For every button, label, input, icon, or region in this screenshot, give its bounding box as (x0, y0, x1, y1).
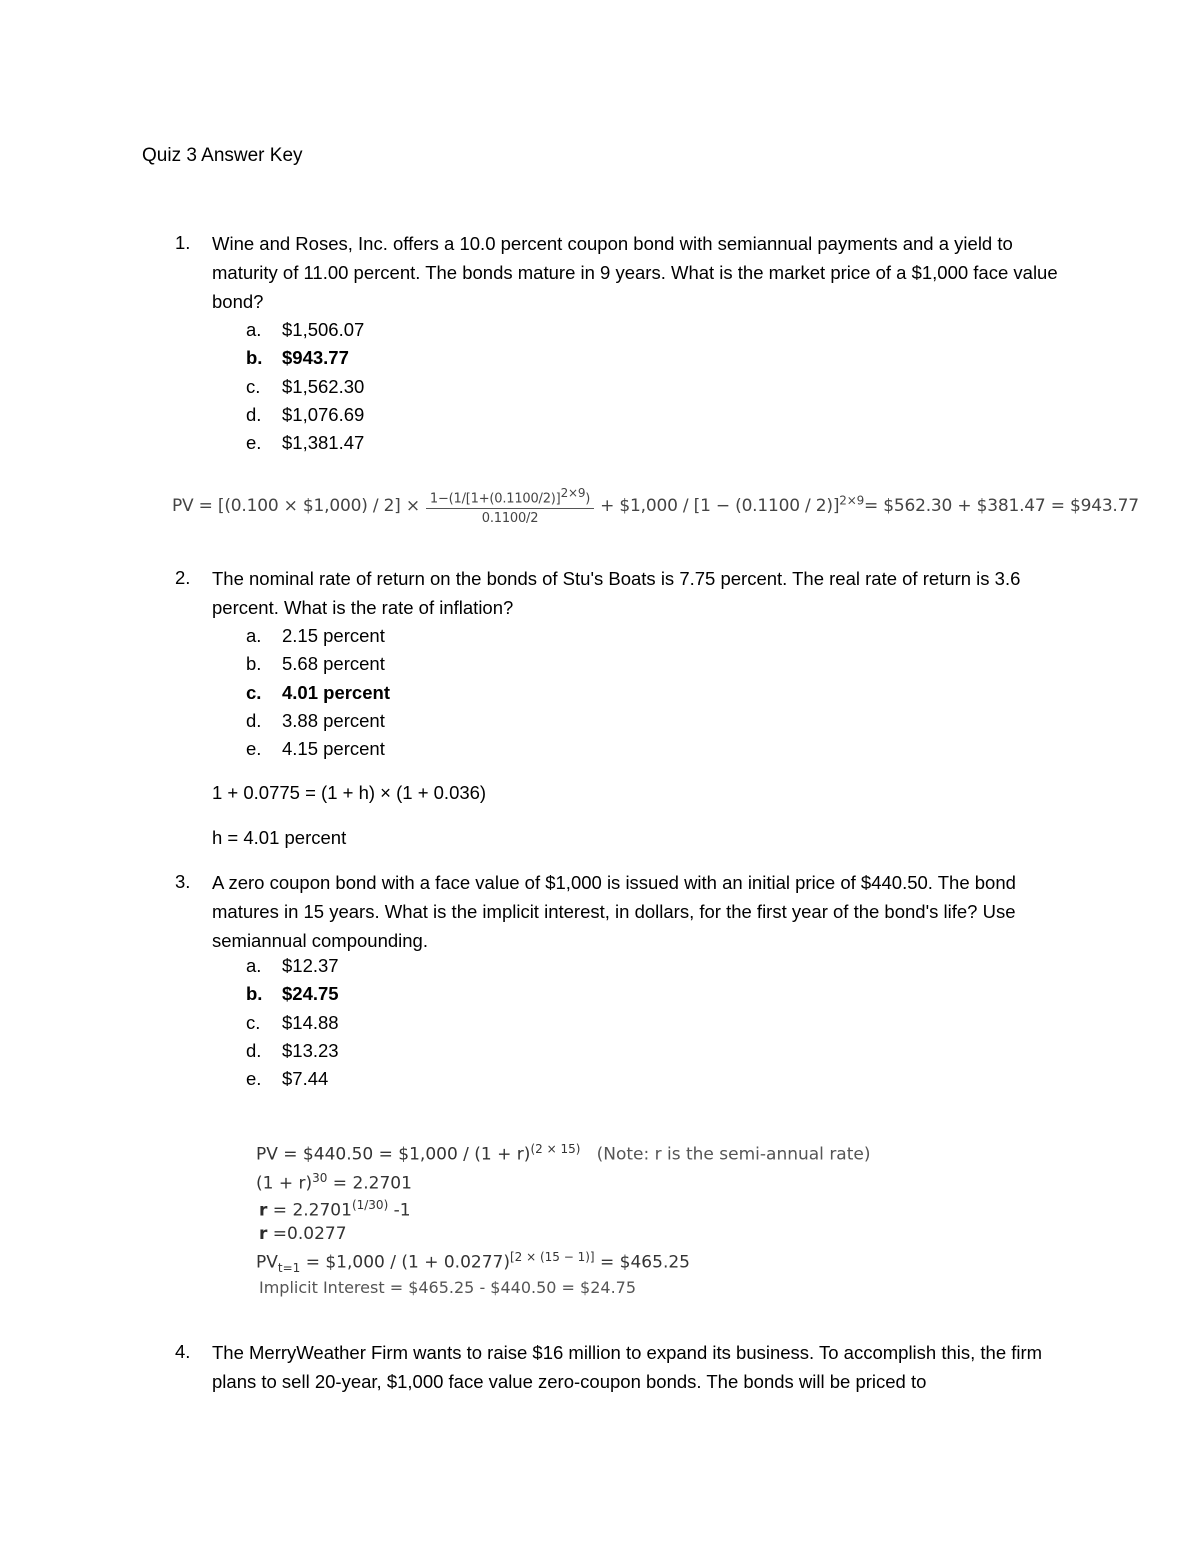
document-title: Quiz 3 Answer Key (142, 145, 303, 166)
option-d: d. $1,076.69 (246, 403, 365, 425)
option-c: c. $14.88 (246, 1011, 339, 1033)
question-4-number: 4. (175, 1341, 191, 1362)
option-e: e. $7.44 (246, 1068, 329, 1090)
option-e: e. 4.15 percent (246, 738, 385, 760)
question-3-options (246, 952, 339, 1093)
question-2-number: 2. (175, 567, 191, 588)
solution-line-3: $r = 2.2701^{(1/30)}$ -1 (259, 1198, 411, 1221)
question-1-number: 1. (175, 232, 191, 253)
option-e: e. $1,381.47 (246, 432, 365, 454)
option-c: c. $1,562.30 (246, 375, 365, 397)
question-3-text: A zero coupon bond with a face value of $1,000 is issued with an initial price of $440.50. The bond matures in 15 years. What is the implicit interest, in dollars, for the first year of the bond's life? Use semiannual compounding. (212, 872, 1016, 951)
question-3-number: 3. (175, 871, 191, 892)
question-2-solution-line-1: 1 + 0.0775 = (1 + h) × (1 + 0.036) (212, 782, 487, 803)
solution-line-6: Implicit Interest = $465.25 - $440.50 = $24.75 (259, 1278, 637, 1297)
question-2-options (246, 622, 390, 763)
option-d: d. 3.88 percent (246, 709, 385, 731)
option-c-correct: c. 4.01 percent (246, 681, 390, 703)
option-d: d. $13.23 (246, 1039, 339, 1061)
option-b-correct: b. $24.75 (246, 983, 339, 1005)
solution-line-2: $(1 + r)^{30} = 2.2701$ (256, 1171, 412, 1194)
solution-line-5: $PV_{t=1}$ = $1,000 / (1 + 0.0277)[2 × (15 − 1)] = $465.25 (256, 1250, 690, 1276)
option-a: a. $12.37 (246, 955, 339, 976)
solution-line-1: PV = $440.50 = $1,000 / $(1 + r)^{(2 \times 15)}$ (Note: r is the semi-annual rate) (256, 1142, 871, 1165)
question-4-text: The MerryWeather Firm wants to raise $16 million to expand its business. To accomplish this, the firm plans to sell 20-year, $1,000 face value zero-coupon bonds. The bonds will be priced to (212, 1342, 1043, 1392)
option-a: a. 2.15 percent (246, 625, 385, 646)
question-1-solution: PV = [(0.100 × $1,000) / 2] × $\frac{1-(1/[1+(0.1100/2)]^{2\times 9})}{0.1100/2}$ + $1,000 / $[1 - (0.1100 / 2)]^{2\times 9}=$ $562.30 + $381.47 = $943.77 (172, 486, 1139, 527)
solution-line-4: r =0.0277 (259, 1224, 347, 1244)
question-1-text: Wine and Roses, Inc. offers a 10.0 percent coupon bond with semiannual payments and a yield to maturity of 11.00 percent. The bonds mature in 9 years. What is the market price of a $1,000 face value bond? (212, 233, 1058, 312)
option-b-correct: b. $943.77 (246, 347, 349, 369)
option-b: b. 5.68 percent (246, 653, 385, 675)
question-1-options (246, 316, 364, 457)
question-2-solution-line-2: h = 4.01 percent (212, 827, 347, 848)
option-a: a. $1,506.07 (246, 319, 365, 340)
question-2-text: The nominal rate of return on the bonds of Stu's Boats is 7.75 percent. The real rate of return is 3.6 percent. What is the rate of inflation? (212, 568, 1021, 618)
solution-fraction: $\frac{1-(1/[1+(0.1100/2)]^{2\times 9})}{0.1100/2}$ (426, 486, 594, 526)
